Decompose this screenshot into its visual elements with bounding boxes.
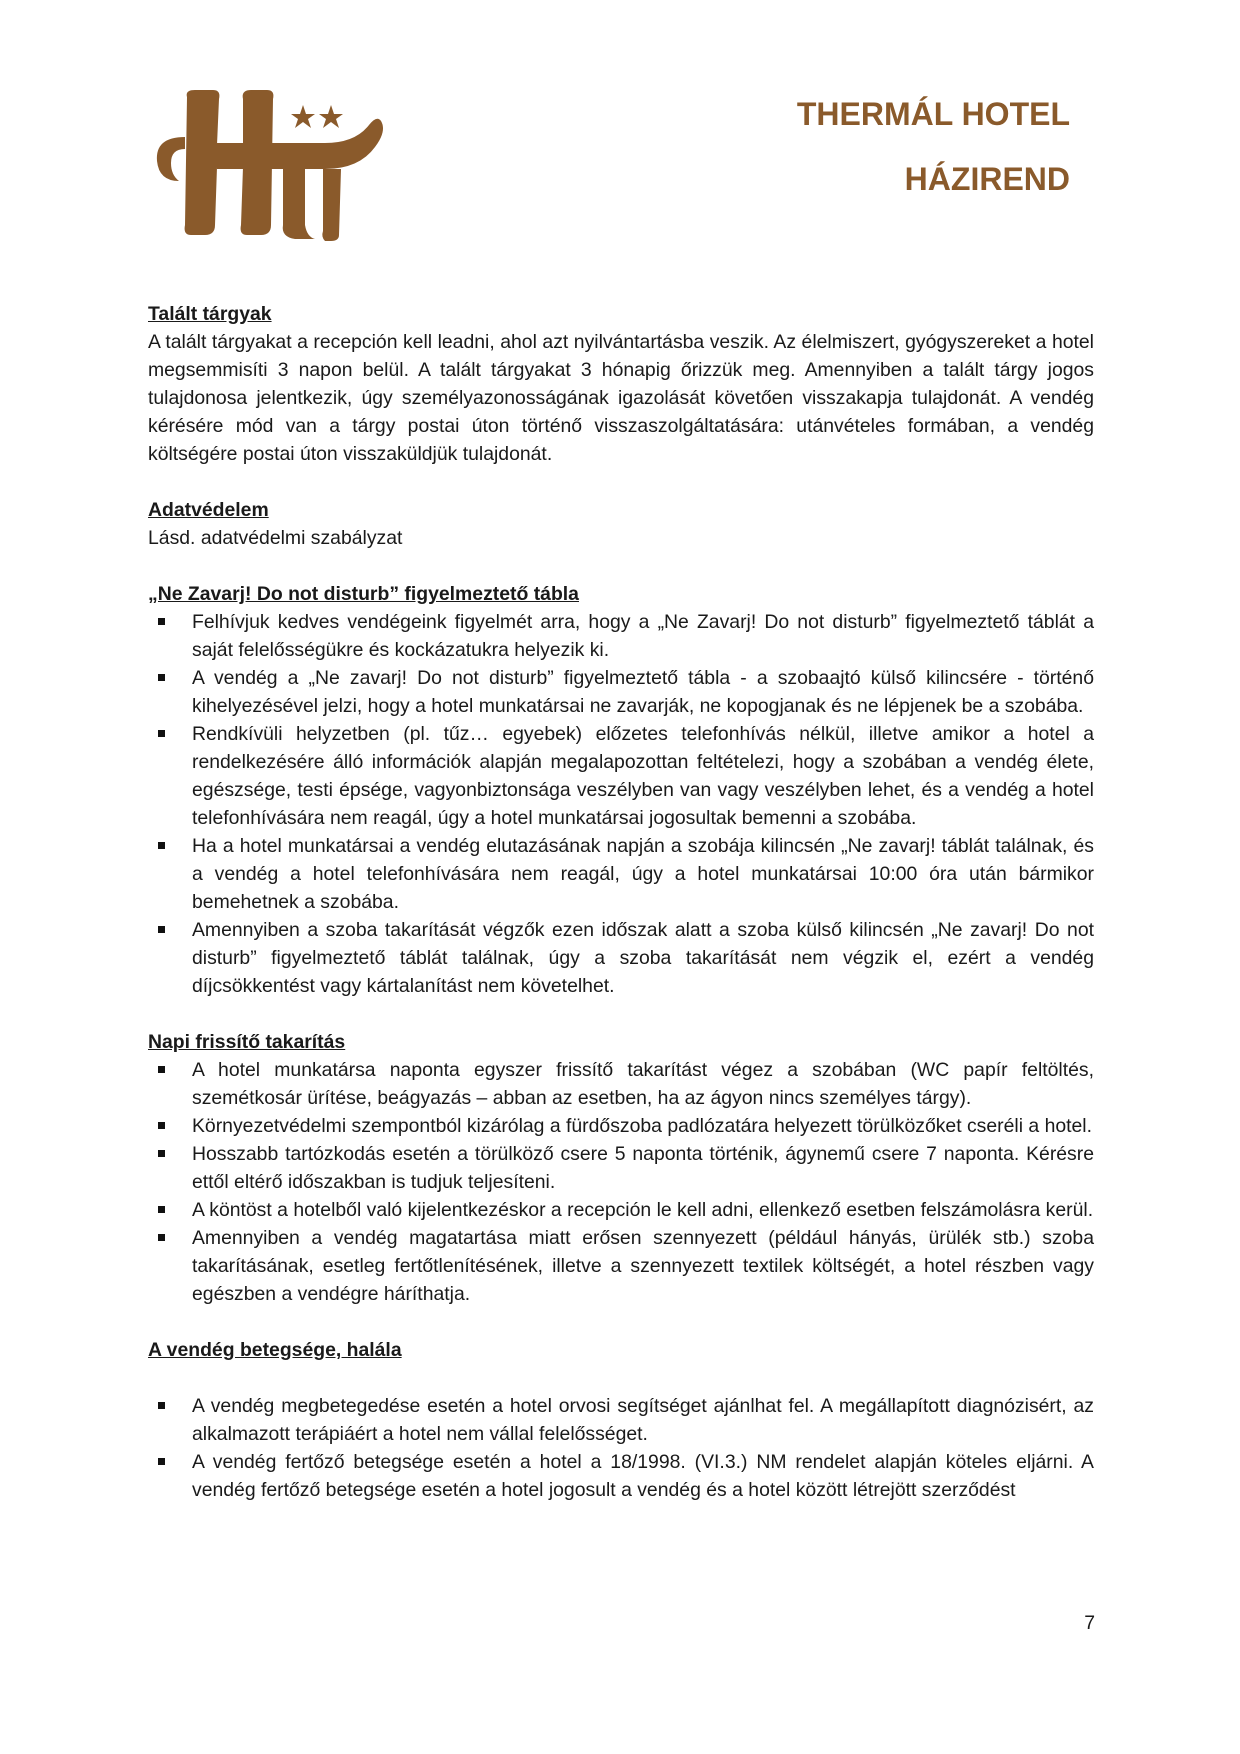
list-item-text: A vendég fertőző betegsége esetén a hotel a 18/1998. (VI.3.) NM rendelet alapján köteles eljárni. A vendég fertőző betegsége esetén a hotel jogosult a vendég és a hotel között létrejött szerződést	[192, 1451, 1094, 1501]
section-heading: A vendég betegsége, halála	[148, 1339, 402, 1361]
bullet-list	[148, 1392, 1094, 1504]
page-number: 7	[1084, 1612, 1095, 1634]
list-item	[148, 664, 1094, 720]
bullet-icon	[158, 1066, 165, 1073]
list-item	[148, 832, 1094, 916]
section-data-protection	[148, 496, 1094, 552]
bullet-icon	[158, 674, 165, 681]
list-item-text: A vendég megbetegedése esetén a hotel orvosi segítséget ajánlhat fel. A megállapított diagnózisért, az alkalmazott terápiáért a hotel nem vállal felelősséget.	[192, 1395, 1094, 1445]
bullet-icon	[158, 1234, 165, 1241]
list-item-text: A köntöst a hotelből való kijelentkezéskor a recepción le kell adni, ellenkező esetben felszámolásra kerül.	[192, 1199, 1094, 1221]
bullet-icon	[158, 926, 165, 933]
section-heading: Talált tárgyak	[148, 303, 272, 325]
list-item	[148, 608, 1094, 664]
list-item-text: Felhívjuk kedves vendégeink figyelmét arra, hogy a „Ne Zavarj! Do not disturb” figyelmeztető táblát a saját felelősségükre és kockázatukra helyezik ki.	[192, 611, 1094, 661]
bullet-icon	[158, 618, 165, 625]
section-heading: „Ne Zavarj! Do not disturb” figyelmeztető tábla	[148, 583, 579, 605]
section-guest-illness	[148, 1336, 1094, 1504]
list-item-text: Hosszabb tartózkodás esetén a törülköző csere 5 naponta történik, ágynemű csere 7 naponta. Kérésre ettől eltérő időszakban is tudjuk teljesíteni.	[192, 1143, 1094, 1193]
list-item	[148, 1056, 1094, 1112]
bullet-list	[148, 608, 1094, 1000]
section-daily-cleaning	[148, 1028, 1094, 1308]
bullet-icon	[158, 730, 165, 737]
list-item-text: Amennyiben a vendég magatartása miatt erősen szennyezett (például hányás, ürülék stb.) szoba takarításának, esetleg fertőtlenítésének, illetve a szennyezett textilek költségét, a hotel részben vagy egészben a vendégre háríthatja.	[192, 1227, 1094, 1305]
bullet-icon	[158, 1458, 165, 1465]
hotel-logo-icon	[155, 85, 395, 245]
list-item	[148, 1196, 1094, 1224]
bullet-icon	[158, 842, 165, 849]
section-paragraph: A talált tárgyakat a recepción kell leadni, ahol azt nyilvántartásba veszik. Az élelmiszert, gyógyszereket a hotel megsemmisíti 3 napon belül. A talált tárgyakat 3 hónapig őrizzük meg. Amennyiben a talált tárgy jogos tulajdonosa jelentkezik, úgy személyazonosságának igazolását követően visszakapja tulajdonát. A vendég kérésére mód van a tárgy postai úton történő visszaszolgáltatására: utánvételes formában, a vendég költségére postai úton visszaküldjük tulajdonát.	[148, 331, 1094, 465]
list-item	[148, 916, 1094, 1000]
document-body	[148, 300, 1094, 1532]
list-item-text: Amennyiben a szoba takarítását végzők ezen időszak alatt a szoba külső kilincsén „Ne zavarj! Do not disturb” figyelmeztető táblát találnak, úgy a szoba takarítását nem végzik el, ezért a vendég díjcsökkentést vagy kártalanítást nem követelhet.	[192, 919, 1094, 997]
list-item	[148, 1448, 1094, 1504]
bullet-icon	[158, 1150, 165, 1157]
list-item-text: Rendkívüli helyzetben (pl. tűz… egyebek) előzetes telefonhívás nélkül, illetve amikor a hotel a rendelkezésére álló információk alapján megalapozottan feltételezi, hogy a szobában a vendég élete, egészsége, testi épsége, vagyonbiztonsága veszélyben van vagy veszélyben lehet, és a vendég a hotel telefonhívására nem reagál, úgy a hotel munkatársai jogosultak bemenni a szobába.	[192, 723, 1094, 829]
section-do-not-disturb	[148, 580, 1094, 1000]
section-heading: Adatvédelem	[148, 499, 269, 521]
hotel-name: THERMÁL HOTEL	[796, 96, 1070, 132]
list-item	[148, 1140, 1094, 1196]
list-item-text: Ha a hotel munkatársai a vendég elutazásának napján a szobája kilincsén „Ne zavarj! táblát találnak, és a vendég a hotel telefonhívására nem reagál, úgy a hotel munkatársai 10:00 óra után bármikor bemehetnek a szobába.	[192, 835, 1094, 913]
document-title: HÁZIREND	[904, 161, 1070, 197]
bullet-icon	[158, 1402, 165, 1409]
list-item-text: A vendég a „Ne zavarj! Do not disturb” figyelmeztető tábla - a szobaajtó külső kilincsére - történő kihelyezésével jelzi, hogy a hotel munkatársai ne zavarják, ne kopogjanak és ne lépjenek be a szobába.	[192, 667, 1094, 717]
list-item	[148, 1392, 1094, 1448]
bullet-list	[148, 1056, 1094, 1308]
section-heading: Napi frissítő takarítás	[148, 1031, 346, 1053]
brand-header	[797, 98, 1070, 195]
list-item	[148, 1112, 1094, 1140]
list-item-text: Környezetvédelmi szempontból kizárólag a fürdőszoba padlózatára helyezett törülközőket cseréli a hotel.	[192, 1115, 1093, 1137]
bullet-icon	[158, 1206, 165, 1213]
list-item-text: A hotel munkatársa naponta egyszer frissítő takarítást végez a szobában (WC papír feltöltés, szemétkosár ürítése, beágyazás – abban az esetben, ha az ágyon nincs személyes tárgy).	[192, 1059, 1094, 1109]
bullet-icon	[158, 1122, 165, 1129]
blank-line	[148, 1364, 1094, 1392]
section-lost-items	[148, 300, 1094, 468]
list-item	[148, 1224, 1094, 1308]
section-paragraph: Lásd. adatvédelmi szabályzat	[148, 527, 403, 549]
list-item	[148, 720, 1094, 832]
